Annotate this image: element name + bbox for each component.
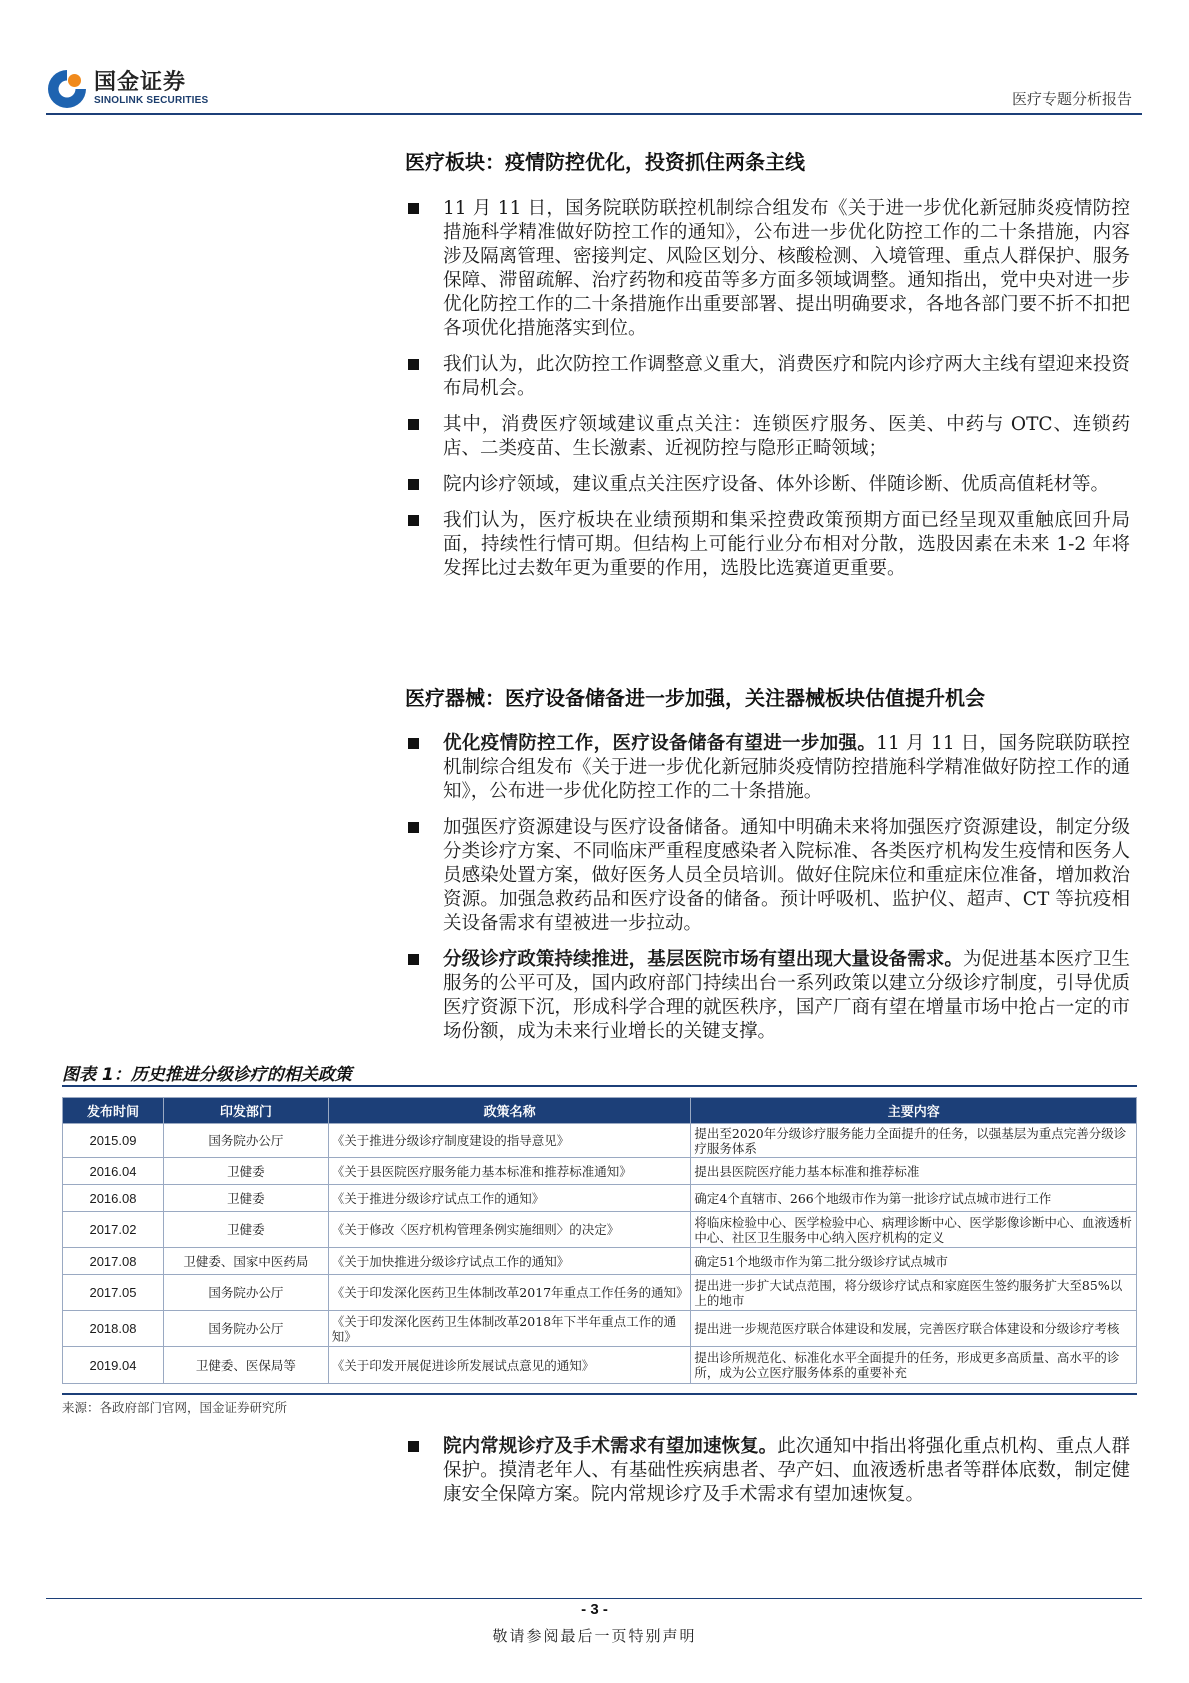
cell-dept: 卫健委、国家中医药局 [163, 1248, 328, 1275]
table-row [63, 1347, 1137, 1384]
table-row [63, 1124, 1137, 1158]
bullet-text: 为促进基本医疗卫生服务的公平可及，国内政府部门持续出台一系列政策以建立分级诊疗制度，引导优质医疗资源下沉，形成科学合理的就医秩序，国产厂商有望在增量市场中抢占一定的市场份额，成为未来行业增长的关键支撑。 [443, 949, 1130, 1042]
cell-dept: 卫健委 [163, 1185, 328, 1212]
table-row [63, 1212, 1137, 1248]
page-number: - 3 - [581, 1601, 608, 1618]
list-item [405, 509, 1130, 581]
figure-source: 来源：各政府部门官网，国金证券研究所 [62, 1400, 288, 1415]
report-type-label: 医疗专题分析报告 [1011, 90, 1132, 108]
cell-dept: 国务院办公厅 [163, 1124, 328, 1158]
logo-name-cn: 国金证券 [94, 70, 187, 95]
table-header-row [63, 1098, 1137, 1124]
cell-content: 确定51个地级市作为第二批分级诊疗试点城市 [691, 1248, 1137, 1275]
cell-dept: 国务院办公厅 [163, 1311, 328, 1347]
cell-content: 提出县医院医疗能力基本标准和推荐标准 [691, 1158, 1137, 1185]
list-item [405, 473, 1130, 497]
cell-date: 2019.04 [63, 1347, 164, 1384]
figure-top-rule [62, 1085, 1137, 1087]
table-row [63, 1275, 1137, 1311]
header-divider [46, 113, 1142, 115]
cell-date: 2017.02 [63, 1212, 164, 1248]
cell-date: 2017.08 [63, 1248, 164, 1275]
bullet-text: 其中，消费医疗领域建议重点关注：连锁医疗服务、医美、中药与 OTC、连锁药店、二类疫苗、生长激素、近视防控与隐形正畸领域； [443, 414, 1130, 459]
cell-dept: 国务院办公厅 [163, 1275, 328, 1311]
policy-table [62, 1097, 1137, 1384]
cell-content: 提出进一步规范医疗联合体建设和发展，完善医疗联合体建设和分级诊疗考核 [691, 1311, 1137, 1347]
figure-title: 图表 1：历史推进分级诊疗的相关政策 [62, 1065, 352, 1085]
bullet-lead: 分级诊疗政策持续推进，基层医院市场有望出现大量设备需求。 [443, 949, 963, 970]
sinolink-logo [46, 66, 208, 112]
cell-content: 提出进一步扩大试点范围，将分级诊疗试点和家庭医生签约服务扩大至85%以上的地市 [691, 1275, 1137, 1311]
col-header-policy: 政策名称 [328, 1098, 691, 1124]
list-item [405, 353, 1130, 401]
logo-name-en: SINOLINK SECURITIES [94, 95, 209, 106]
cell-date: 2018.08 [63, 1311, 164, 1347]
list-item [405, 413, 1130, 461]
bullet-text: 11 月 11 日，国务院联防联控机制综合组发布《关于进一步优化新冠肺炎疫情防控措施科学精准做好防控工作的通知》，公布进一步优化防控工作的二十条措施，内容涉及隔离管理、密接判定、风险区划分、核酸检测、入境管理、重点人群保护、服务保障、滞留疏解、治疗药物和疫苗等多方面多领域调整。通知指出，党中央对进一步优化防控工作的二十条措施作出重要部署、提出明确要求，各地各部门要不折不扣把各项优化措施落实到位。 [443, 198, 1130, 339]
cell-policy: 《关于推进分级诊疗制度建设的指导意见》 [328, 1124, 691, 1158]
list-item [405, 816, 1130, 936]
cell-policy: 《关于推进分级诊疗试点工作的通知》 [328, 1185, 691, 1212]
footer-divider [46, 1598, 1142, 1599]
list-item [405, 197, 1130, 341]
list-item [405, 732, 1130, 804]
cell-policy: 《关于修改〈医疗机构管理条例实施细则〉的决定》 [328, 1212, 691, 1248]
figure-bottom-rule [62, 1393, 1137, 1395]
logo-mark-icon [46, 68, 88, 110]
bullet-lead: 院内常规诊疗及手术需求有望加速恢复。 [443, 1436, 778, 1457]
cell-policy: 《关于印发开展促进诊所发展试点意见的通知》 [328, 1347, 691, 1384]
cell-policy: 《关于印发深化医药卫生体制改革2018年下半年重点工作的通知》 [328, 1311, 691, 1347]
table-row [63, 1311, 1137, 1347]
cell-content: 将临床检验中心、医学检验中心、病理诊断中心、医学影像诊断中心、血液透析中心、社区卫生服务中心纳入医疗机构的定义 [691, 1212, 1137, 1248]
bullet-lead: 优化疫情防控工作，医疗设备储备有望进一步加强。 [443, 733, 877, 754]
col-header-dept: 印发部门 [163, 1098, 328, 1124]
table-row [63, 1158, 1137, 1185]
cell-dept: 卫健委、医保局等 [163, 1347, 328, 1384]
cell-date: 2015.09 [63, 1124, 164, 1158]
section3-bullet-list [405, 1435, 1130, 1519]
section1-bullet-list [405, 197, 1130, 593]
section-title-medical: 医疗板块：疫情防控优化，投资抓住两条主线 [405, 150, 805, 174]
bullet-text: 院内诊疗领域，建议重点关注医疗设备、体外诊断、伴随诊断、优质高值耗材等。 [443, 474, 1110, 495]
table-row [63, 1248, 1137, 1275]
list-item [405, 948, 1130, 1044]
list-item [405, 1435, 1130, 1507]
page-header [46, 66, 1142, 114]
bullet-text: 加强医疗资源建设与医疗设备储备。通知中明确未来将加强医疗资源建设，制定分级分类诊疗方案、不同临床严重程度感染者入院标准、各类医疗机构发生疫情和医务人员感染处置方案，做好医务人员全员培训。做好住院床位和重症床位准备，增加救治资源。加强急救药品和医疗设备的储备。预计呼吸机、监护仪、超声、CT 等抗疫相关设备需求有望被进一步拉动。 [443, 817, 1130, 934]
cell-date: 2017.05 [63, 1275, 164, 1311]
col-header-date: 发布时间 [63, 1098, 164, 1124]
bullet-text: 我们认为，此次防控工作调整意义重大，消费医疗和院内诊疗两大主线有望迎来投资布局机会。 [443, 354, 1130, 399]
bullet-text: 11 月 11 日，国务院联防联控机制综合组发布《关于进一步优化新冠肺炎疫情防控措施科学精准做好防控工作的通知》，公布进一步优化防控工作的二十条措施。 [443, 733, 1130, 802]
cell-date: 2016.04 [63, 1158, 164, 1185]
cell-date: 2016.08 [63, 1185, 164, 1212]
cell-dept: 卫健委 [163, 1158, 328, 1185]
disclaimer-link: 敬请参阅最后一页特别声明 [492, 1627, 697, 1645]
bullet-text: 此次通知中指出将强化重点机构、重点人群保护。摸清老年人、有基础性疾病患者、孕产妇、血液透析患者等群体底数，制定健康安全保障方案。院内常规诊疗及手术需求有望加速恢复。 [443, 1436, 1130, 1505]
col-header-content: 主要内容 [691, 1098, 1137, 1124]
cell-policy: 《关于加快推进分级诊疗试点工作的通知》 [328, 1248, 691, 1275]
section-title-devices: 医疗器械：医疗设备储备进一步加强，关注器械板块估值提升机会 [405, 686, 985, 710]
cell-policy: 《关于县医院医疗服务能力基本标准和推荐标准通知》 [328, 1158, 691, 1185]
bullet-text: 我们认为，医疗板块在业绩预期和集采控费政策预期方面已经呈现双重触底回升局面，持续性行情可期。但结构上可能行业分布相对分散，选股因素在未来 1-2 年将发挥比过去数年更为重要的作用，选股比选赛道更重要。 [443, 510, 1130, 579]
cell-content: 确定4个直辖市、266个地级市作为第一批诊疗试点城市进行工作 [691, 1185, 1137, 1212]
cell-dept: 卫健委 [163, 1212, 328, 1248]
cell-content: 提出至2020年分级诊疗服务能力全面提升的任务，以强基层为重点完善分级诊疗服务体系 [691, 1124, 1137, 1158]
section2-bullet-list [405, 732, 1130, 1056]
cell-policy: 《关于印发深化医药卫生体制改革2017年重点工作任务的通知》 [328, 1275, 691, 1311]
table-row [63, 1185, 1137, 1212]
cell-content: 提出诊所规范化、标准化水平全面提升的任务，形成更多高质量、高水平的诊所，成为公立医疗服务体系的重要补充 [691, 1347, 1137, 1384]
